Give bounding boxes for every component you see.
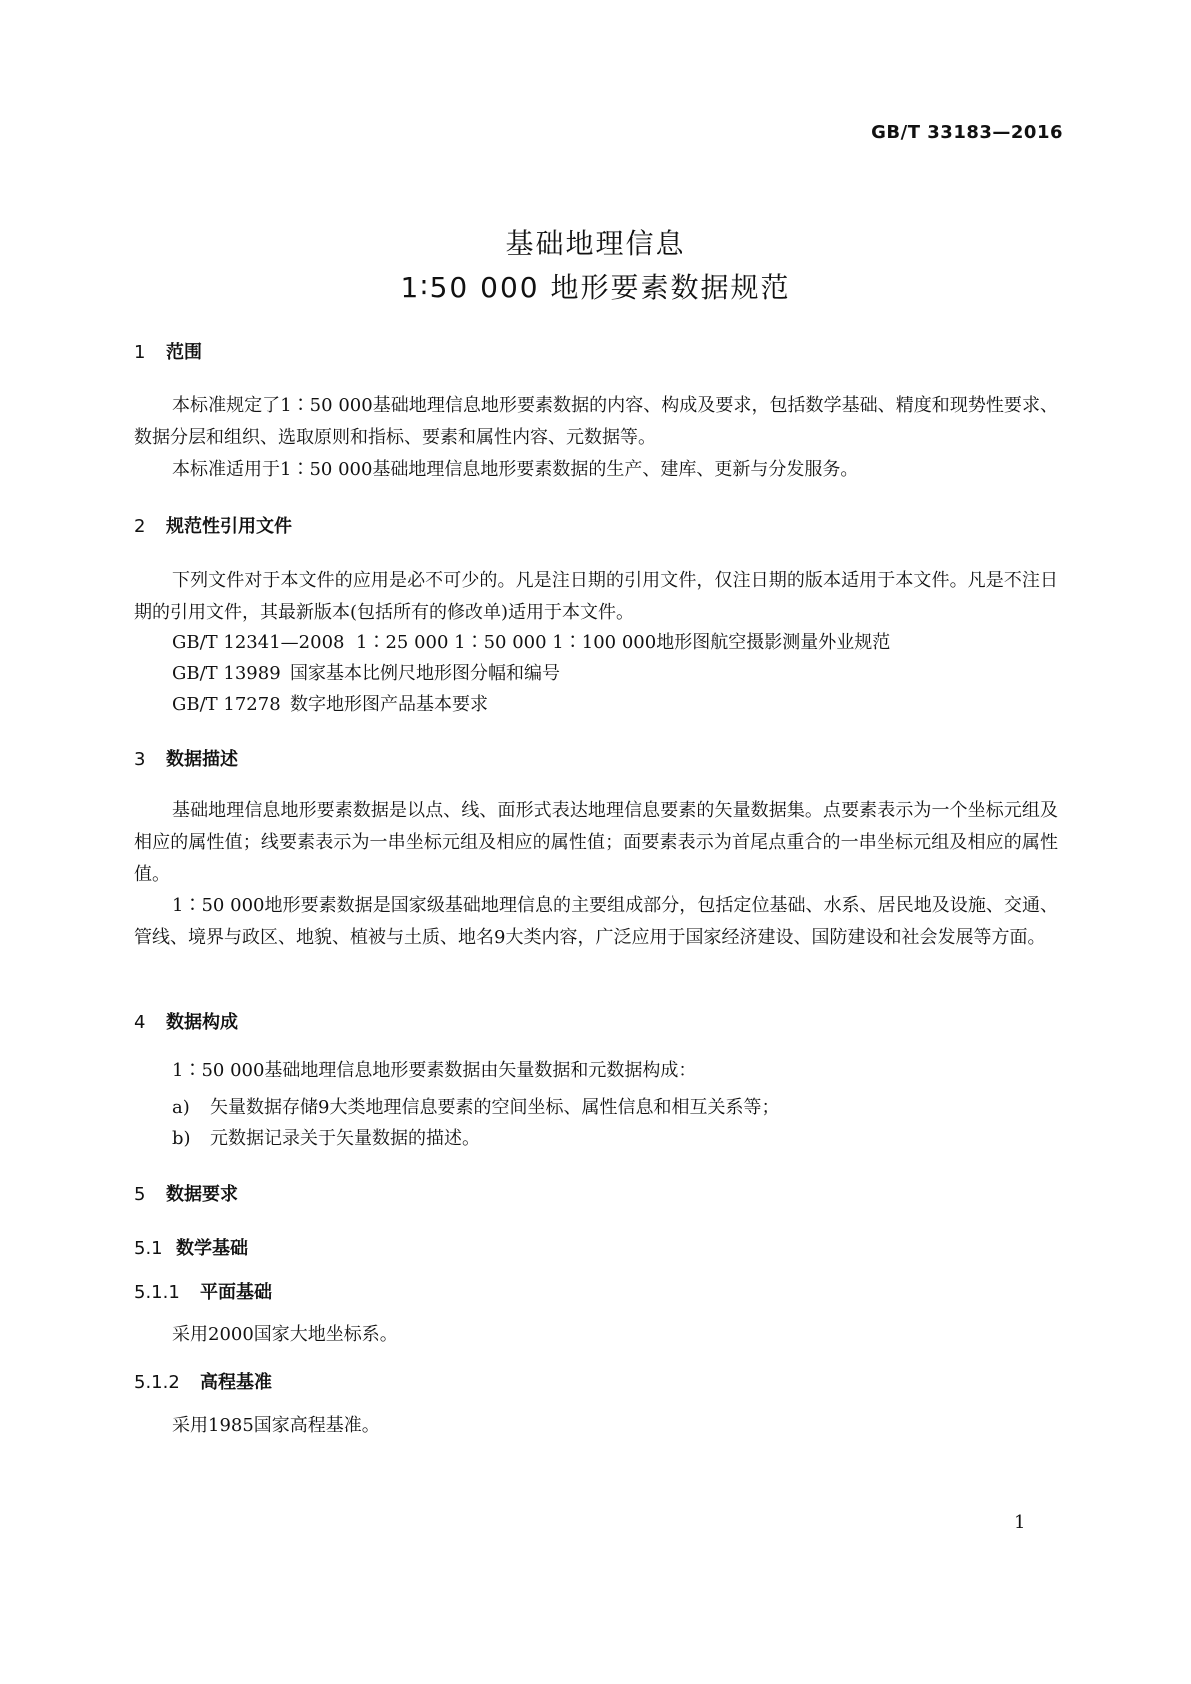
section-title: 高程基准	[200, 1372, 272, 1393]
paragraph: 基础地理信息地形要素数据是以点、线、面形式表达地理信息要素的矢量数据集。点要素表示为一个坐标元组及相应的属性值；线要素表示为一串坐标元组及相应的属性值；面要素表示为首尾点重合的一串坐标元组及相应的属性值。	[134, 800, 1058, 885]
reference-item	[172, 659, 560, 685]
section-number: 3	[134, 749, 146, 770]
section-title: 数据要求	[166, 1184, 238, 1205]
paragraph: 1∶50 000基础地理信息地形要素数据由矢量数据和元数据构成：	[172, 1060, 697, 1081]
reference-code: GB/T 13989	[172, 663, 281, 684]
subsection-heading-5-1	[134, 1234, 248, 1260]
list-item-label: a)	[172, 1097, 190, 1118]
section-heading-2	[134, 512, 292, 538]
section-title: 平面基础	[200, 1282, 272, 1303]
list-item	[172, 1124, 480, 1150]
reference-title: 1∶25 000 1∶50 000 1∶100 000地形图航空摄影测量外业规范	[356, 632, 891, 653]
reference-title: 数字地形图产品基本要求	[290, 694, 488, 715]
reference-item	[172, 690, 488, 716]
subsection-heading-5-1-2	[134, 1368, 272, 1394]
subsection-heading-5-1-1	[134, 1278, 272, 1304]
section-heading-4	[134, 1008, 238, 1034]
paragraph: 下列文件对于本文件的应用是必不可少的。凡是注日期的引用文件，仅注日期的版本适用于本文件。凡是不注日期的引用文件，其最新版本(包括所有的修改单)适用于本文件。	[134, 570, 1058, 623]
section-heading-3	[134, 745, 238, 771]
section-number: 4	[134, 1012, 146, 1033]
reference-code: GB/T 17278	[172, 694, 281, 715]
section-number: 2	[134, 516, 146, 537]
section-number: 5.1	[134, 1238, 163, 1259]
page-number: 1	[1014, 1512, 1026, 1533]
section-title: 规范性引用文件	[166, 516, 292, 537]
section-number: 5	[134, 1184, 146, 1205]
section-title: 数据描述	[166, 749, 238, 770]
list-item-label: b)	[172, 1128, 191, 1149]
reference-item	[172, 628, 890, 654]
section-title: 数学基础	[176, 1238, 248, 1259]
section-heading-1	[134, 338, 202, 364]
section-number: 1	[134, 342, 146, 363]
list-item	[172, 1093, 779, 1119]
paragraph: 采用2000国家大地坐标系。	[172, 1324, 398, 1345]
document-title-line1: 基础地理信息	[505, 227, 686, 260]
section-heading-5	[134, 1180, 238, 1206]
section-number: 5.1.2	[134, 1372, 180, 1393]
standard-number: GB/T 33183—2016	[871, 122, 1063, 143]
reference-title: 国家基本比例尺地形图分幅和编号	[290, 663, 560, 684]
paragraph: 1∶50 000地形要素数据是国家级基础地理信息的主要组成部分，包括定位基础、水系、居民地及设施、交通、管线、境界与政区、地貌、植被与土质、地名9大类内容，广泛应用于国家经济建设、国防建设和社会发展等方面。	[134, 895, 1058, 948]
section-number: 5.1.1	[134, 1282, 180, 1303]
paragraph: 本标准适用于1∶50 000基础地理信息地形要素数据的生产、建库、更新与分发服务。	[172, 459, 859, 480]
section-title: 数据构成	[166, 1012, 238, 1033]
list-item-text: 矢量数据存储9大类地理信息要素的空间坐标、属性信息和相互关系等；	[210, 1097, 780, 1118]
reference-code: GB/T 12341—2008	[172, 632, 345, 653]
list-item-text: 元数据记录关于矢量数据的描述。	[210, 1128, 480, 1149]
paragraph: 采用1985国家高程基准。	[172, 1415, 380, 1436]
document-title-line2: 1∶50 000 地形要素数据规范	[400, 271, 791, 304]
section-title: 范围	[166, 342, 202, 363]
paragraph: 本标准规定了1∶50 000基础地理信息地形要素数据的内容、构成及要求，包括数学基础、精度和现势性要求、数据分层和组织、选取原则和指标、要素和属性内容、元数据等。	[134, 395, 1058, 448]
